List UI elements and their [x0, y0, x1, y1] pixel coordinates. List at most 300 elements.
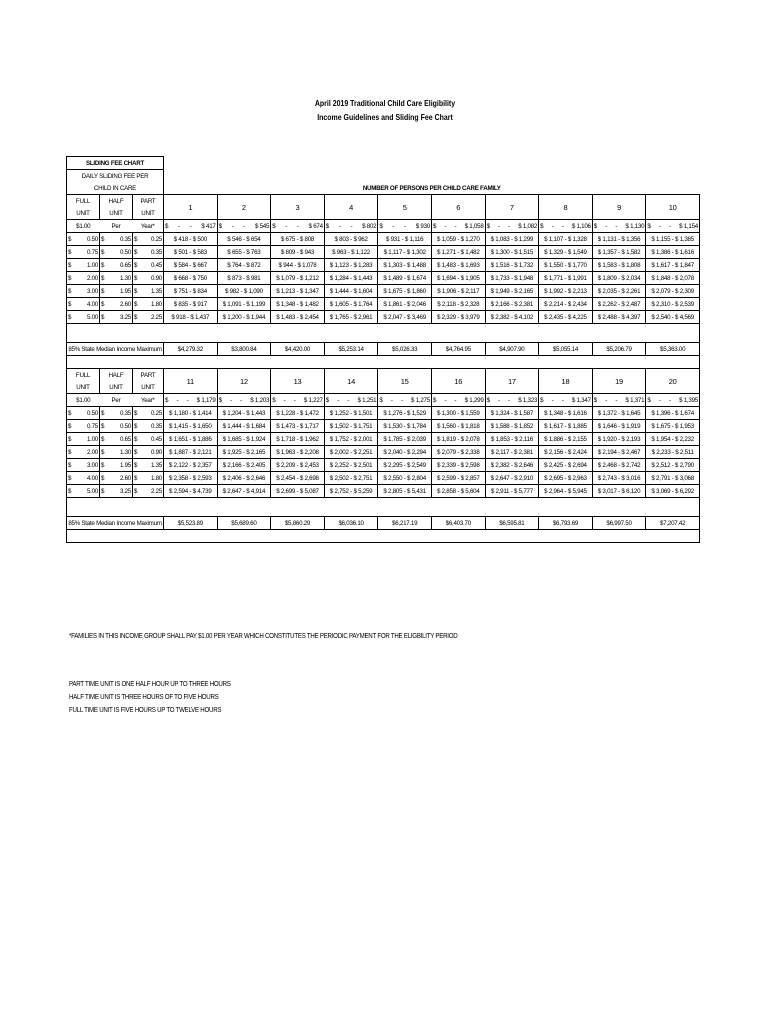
- base-range-part: $: [486, 222, 490, 230]
- income-range-cell: [324, 420, 378, 433]
- fee-range-text: $ 1,819 - $ 2,078: [436, 435, 480, 443]
- base-amount: $1.00: [67, 394, 100, 407]
- base-range-part: -: [668, 222, 671, 230]
- smi-value: $6,997.50: [592, 517, 646, 530]
- income-range-cell: [164, 459, 218, 472]
- base-range-part: $ 674: [308, 222, 323, 230]
- fee-amount: 1.95: [119, 287, 131, 295]
- definition-full-time: FULL TIME UNIT IS FIVE HOURS UP TO TWELVE HOURS: [69, 707, 222, 714]
- fee-amount: 0.25: [150, 235, 162, 243]
- dollar-sign: $: [101, 422, 105, 430]
- smi-value: $5,363.00: [646, 343, 700, 356]
- fee-amount: 1.30: [119, 448, 131, 456]
- base-range-part: $ 1,299: [464, 396, 484, 404]
- full-unit-fee: [67, 285, 100, 298]
- family-size-header: 6: [431, 195, 485, 220]
- fee-row: [67, 446, 700, 459]
- income-range-cell: [217, 298, 271, 311]
- base-range-part: -: [178, 222, 180, 230]
- smi-row: [67, 343, 700, 356]
- income-range-cell: [378, 246, 432, 259]
- income-range-cell: [164, 246, 218, 259]
- fee-range-text: $ 1,785 - $ 2,039: [383, 435, 426, 443]
- income-range-cell: [646, 272, 700, 285]
- fee-range-text: $ 1,091 - $ 1,199: [222, 300, 266, 308]
- income-range-cell: [164, 446, 218, 459]
- income-range-cell: [217, 285, 271, 298]
- base-range-part: $: [272, 222, 276, 230]
- dollar-sign: $: [134, 235, 138, 243]
- fee-row: [67, 259, 700, 272]
- base-range-part: $: [218, 396, 222, 404]
- fee-range-text: $ 982 - $ 1,090: [224, 287, 263, 295]
- base-fee-row: [67, 394, 700, 407]
- base-range-part: $ 1,203: [250, 396, 270, 404]
- base-range-cell: [539, 220, 593, 233]
- base-range-part: $ 1,347: [571, 396, 591, 404]
- fee-range-text: $ 803 - $ 962: [334, 235, 368, 243]
- dollar-sign: $: [101, 235, 105, 243]
- half-label: HALF: [100, 369, 133, 382]
- base-range-part: -: [498, 222, 500, 230]
- half-unit-fee: [100, 472, 133, 485]
- smi-value: $6,595.81: [485, 517, 539, 530]
- fee-range-text: $ 2,488 - $ 4,397: [597, 313, 641, 321]
- fee-range-text: $ 944 - $ 1,078: [278, 261, 317, 269]
- fee-range-text: $ 751 - $ 834: [173, 287, 207, 295]
- fee-amount: 0.90: [150, 274, 162, 282]
- income-range-cell: [431, 446, 485, 459]
- income-range-cell: [378, 446, 432, 459]
- fee-range-text: $ 1,887 - $ 2,121: [169, 448, 212, 456]
- fee-range-text: $ 1,502 - $ 1,751: [329, 422, 373, 430]
- fee-range-text: $ 2,295 - $ 2,549: [383, 461, 426, 469]
- fee-range-text: $ 1,718 - $ 1,962: [276, 435, 319, 443]
- fee-range-text: $ 1,444 - $ 1,684: [222, 422, 266, 430]
- fee-amount: 0.35: [119, 409, 131, 417]
- smi-label: 85% State Median Income Maximum: [67, 343, 164, 356]
- base-range-part: -: [243, 222, 246, 230]
- family-size-header: 3: [271, 195, 325, 220]
- fee-range-text: $ 1,675 - $ 1,860: [383, 287, 426, 295]
- income-range-cell: [164, 285, 218, 298]
- base-range-cell: [592, 220, 646, 233]
- income-range-cell: [646, 433, 700, 446]
- income-range-cell: [378, 311, 432, 324]
- family-size-header: 11: [164, 369, 218, 394]
- income-range-cell: [217, 233, 271, 246]
- fee-range-text: $ 584 - $ 667: [173, 261, 207, 269]
- dollar-sign: $: [68, 435, 72, 443]
- income-range-cell: [324, 311, 378, 324]
- fee-range-text: $ 2,540 - $ 4,569: [651, 313, 694, 321]
- fee-range-text: $ 1,560 - $ 1,818: [436, 422, 480, 430]
- fee-range-text: $ 1,204 - $ 1,443: [222, 409, 266, 417]
- dollar-sign: $: [101, 487, 105, 495]
- income-range-cell: [539, 259, 593, 272]
- fee-amount: 1.35: [150, 287, 162, 295]
- half-unit-fee: [100, 272, 133, 285]
- base-range-cell: [324, 220, 378, 233]
- income-range-cell: [431, 459, 485, 472]
- base-range-part: -: [615, 222, 618, 230]
- fee-range-text: $ 2,047 - $ 3,469: [383, 313, 426, 321]
- income-range-cell: [324, 233, 378, 246]
- smi-value: $4,907.90: [485, 343, 539, 356]
- dollar-sign: $: [68, 487, 72, 495]
- base-range-part: -: [189, 222, 192, 230]
- fee-range-text: $ 1,348 - $ 1,482: [276, 300, 319, 308]
- fee-range-text: $ 1,155 - $ 1,385: [651, 235, 694, 243]
- base-range-part: -: [561, 396, 564, 404]
- income-range-cell: [485, 420, 539, 433]
- fee-range-text: $ 1,303 - $ 1,488: [383, 261, 426, 269]
- part-unit-fee: [133, 446, 164, 459]
- dollar-sign: $: [134, 248, 138, 256]
- fee-range-text: $ 2,647 - $ 2,910: [490, 474, 534, 482]
- dollar-sign: $: [134, 313, 138, 321]
- half-unit-fee: [100, 233, 133, 246]
- income-range-cell: [539, 485, 593, 498]
- fee-range-text: $ 1,324 - $ 1,587: [490, 409, 534, 417]
- document-title: [69, 96, 700, 124]
- half-unit-fee: [100, 420, 133, 433]
- fee-range-text: $ 873 - $ 981: [227, 274, 261, 282]
- half-unit-fee: [100, 311, 133, 324]
- unit-header-row: [67, 369, 700, 382]
- base-range-cell: [431, 220, 485, 233]
- fee-range-text: $ 2,743 - $ 3,016: [597, 474, 641, 482]
- dollar-sign: $: [68, 313, 72, 321]
- family-size-header: 12: [217, 369, 271, 394]
- income-range-cell: [592, 420, 646, 433]
- base-range-part: -: [293, 396, 296, 404]
- full-unit-fee: [67, 472, 100, 485]
- base-range-part: $: [540, 222, 544, 230]
- dollar-sign: $: [134, 474, 138, 482]
- fee-range-text: $ 2,358 - $ 2,593: [169, 474, 212, 482]
- income-range-cell: [485, 485, 539, 498]
- part-label: PART: [133, 195, 164, 208]
- fee-range-text: $ 1,228 - $ 1,472: [276, 409, 319, 417]
- part-unit-fee: [133, 485, 164, 498]
- income-range-cell: [485, 285, 539, 298]
- fee-amount: 0.65: [119, 261, 131, 269]
- fee-amount: 0.65: [119, 435, 131, 443]
- fee-range-text: $ 2,122 - $ 2,357: [169, 461, 212, 469]
- income-range-cell: [646, 485, 700, 498]
- base-range-part: -: [508, 222, 510, 230]
- full-unit-label: UNIT: [67, 207, 100, 220]
- fee-range-text: $ 2,002 - $ 2,251: [329, 448, 373, 456]
- fee-range-text: $ 1,271 - $ 1,482: [436, 248, 480, 256]
- fee-amount: 0.35: [119, 235, 131, 243]
- dollar-sign: $: [134, 274, 138, 282]
- base-range-part: $ 1,395: [679, 396, 698, 404]
- fee-range-text: $ 2,117 - $ 2,381: [490, 448, 533, 456]
- income-range-cell: [164, 420, 218, 433]
- base-range-part: -: [605, 222, 608, 230]
- income-range-cell: [324, 259, 378, 272]
- base-range-part: $ 1,227: [303, 396, 323, 404]
- base-range-cell: [164, 394, 218, 407]
- family-size-header: 2: [217, 195, 271, 220]
- income-range-cell: [217, 259, 271, 272]
- fee-range-text: $ 1,213 - $ 1,347: [276, 287, 319, 295]
- fee-row: [67, 233, 700, 246]
- income-range-cell: [271, 420, 325, 433]
- fee-range-text: $ 1,752 - $ 2,001: [329, 435, 373, 443]
- fee-row: [67, 485, 700, 498]
- fee-range-text: $ 1,617 - $ 1,847: [651, 261, 694, 269]
- fee-range-text: $ 2,118 - $ 2,328: [437, 300, 480, 308]
- income-range-cell: [431, 311, 485, 324]
- base-range-part: -: [285, 222, 288, 230]
- income-range-cell: [539, 285, 593, 298]
- spacer: [67, 530, 700, 543]
- fee-amount: 0.50: [86, 409, 98, 417]
- base-range-part: -: [561, 222, 564, 230]
- dollar-sign: $: [68, 300, 72, 308]
- smi-value: $5,206.79: [592, 343, 646, 356]
- base-range-part: -: [350, 222, 353, 230]
- income-range-cell: [271, 459, 325, 472]
- family-size-header: 19: [592, 369, 646, 394]
- base-amount: $1.00: [67, 220, 100, 233]
- half-unit-fee: [100, 459, 133, 472]
- income-range-cell: [217, 433, 271, 446]
- base-range-part: $: [379, 396, 383, 404]
- smi-value: $7,207.42: [646, 517, 700, 530]
- fee-range-text: $ 1,954 - $ 2,232: [651, 435, 694, 443]
- income-range-cell: [164, 485, 218, 498]
- base-range-part: $ 930: [415, 222, 430, 230]
- income-range-cell: [378, 233, 432, 246]
- fee-range-text: $ 1,992 - $ 2,213: [544, 287, 587, 295]
- base-range-cell: [646, 394, 700, 407]
- base-range-part: $ 1,082: [518, 222, 538, 230]
- smi-value: $6,036.10: [324, 517, 378, 530]
- income-range-cell: [217, 485, 271, 498]
- fee-range-text: $ 1,300 - $ 1,559: [436, 409, 480, 417]
- fee-range-text: $ 1,300 - $ 1,515: [490, 248, 534, 256]
- base-range-part: -: [283, 396, 286, 404]
- smi-value: $4,279.32: [164, 343, 218, 356]
- fee-range-text: $ 809 - $ 943: [280, 248, 315, 256]
- fee-range-text: $ 2,858 - $ 5,604: [436, 487, 480, 495]
- income-range-cell: [431, 407, 485, 420]
- income-range-cell: [164, 407, 218, 420]
- fee-range-text: $ 2,262 - $ 2,487: [597, 300, 641, 308]
- full-unit-fee: [67, 259, 100, 272]
- fee-range-text: $ 1,588 - $ 1,852: [490, 422, 534, 430]
- income-range-cell: [378, 433, 432, 446]
- half-unit-fee: [100, 446, 133, 459]
- dollar-sign: $: [101, 248, 105, 256]
- fee-range-text: $ 1,675 - $ 1,953: [651, 422, 694, 430]
- income-range-cell: [271, 433, 325, 446]
- smi-value: $6,217.19: [378, 517, 432, 530]
- base-range-part: -: [658, 396, 661, 404]
- base-range-part: $: [325, 222, 329, 230]
- fee-range-text: $ 963 - $ 1,122: [332, 248, 371, 256]
- half-unit-label: UNIT: [100, 381, 133, 394]
- family-size-header: 14: [324, 369, 378, 394]
- spacer-row: [67, 324, 700, 343]
- income-range-cell: [271, 272, 325, 285]
- base-range-part: -: [658, 222, 661, 230]
- base-range-cell: [271, 394, 325, 407]
- income-range-cell: [431, 420, 485, 433]
- dollar-sign: $: [68, 422, 72, 430]
- dollar-sign: $: [68, 461, 72, 469]
- definition-part-time: PART TIME UNIT IS ONE HALF HOUR UP TO THREE HOURS: [69, 681, 231, 688]
- base-range-part: $ 1,058: [464, 222, 484, 230]
- smi-value: $6,403.70: [431, 517, 485, 530]
- fee-amount: 0.75: [86, 248, 98, 256]
- base-range-cell: [646, 220, 700, 233]
- base-range-part: -: [337, 396, 340, 404]
- dollar-sign: $: [134, 287, 138, 295]
- fee-range-text: $ 2,339 - $ 2,598: [436, 461, 480, 469]
- base-range-part: $ 1,179: [196, 396, 216, 404]
- fee-range-text: $ 1,848 - $ 2,078: [651, 274, 694, 282]
- fee-amount: 0.90: [150, 448, 162, 456]
- fee-range-text: $ 1,107 - $ 1,328: [544, 235, 587, 243]
- income-range-cell: [324, 272, 378, 285]
- fee-range-text: $ 668 - $ 750: [173, 274, 207, 282]
- dollar-sign: $: [134, 422, 138, 430]
- smi-value: $5,026.33: [378, 343, 432, 356]
- income-range-cell: [431, 285, 485, 298]
- fee-row: [67, 420, 700, 433]
- base-year: Year*: [133, 220, 164, 233]
- fee-range-text: $ 2,214 - $ 2,434: [544, 300, 587, 308]
- dollar-sign: $: [68, 235, 72, 243]
- dollar-sign: $: [101, 474, 105, 482]
- income-range-cell: [217, 272, 271, 285]
- income-range-cell: [378, 485, 432, 498]
- part-unit-label: UNIT: [133, 207, 164, 220]
- income-range-cell: [324, 485, 378, 498]
- half-unit-fee: [100, 259, 133, 272]
- part-unit-fee: [133, 298, 164, 311]
- fee-range-text: $ 1,348 - $ 1,616: [544, 409, 587, 417]
- fee-range-text: $ 1,284 - $ 1,443: [329, 274, 373, 282]
- income-range-cell: [539, 420, 593, 433]
- fee-range-text: $ 1,329 - $ 1,549: [544, 248, 587, 256]
- fee-range-text: $ 1,123 - $ 1,283: [329, 261, 373, 269]
- income-range-cell: [164, 259, 218, 272]
- fee-range-text: $ 1,200 - $ 1,944: [222, 313, 266, 321]
- income-range-cell: [646, 233, 700, 246]
- income-range-cell: [378, 298, 432, 311]
- base-range-part: $ 1,130: [625, 222, 645, 230]
- child-in-care-label: CHILD IN CARE: [67, 182, 164, 195]
- fee-range-text: $ 1,396 - $ 1,674: [651, 409, 694, 417]
- income-range-cell: [164, 472, 218, 485]
- spacer: [67, 324, 700, 343]
- income-range-cell: [485, 407, 539, 420]
- fee-range-text: $ 1,483 - $ 2,454: [276, 313, 319, 321]
- dollar-sign: $: [134, 448, 138, 456]
- family-size-header: 15: [378, 369, 432, 394]
- dollar-sign: $: [68, 261, 72, 269]
- fee-amount: 0.45: [150, 261, 162, 269]
- income-range-cell: [485, 233, 539, 246]
- full-unit-fee: [67, 272, 100, 285]
- income-range-cell: [592, 298, 646, 311]
- dollar-sign: $: [101, 409, 105, 417]
- income-range-cell: [378, 259, 432, 272]
- base-range-part: -: [390, 396, 393, 404]
- income-range-cell: [324, 446, 378, 459]
- fee-range-text: $ 2,329 - $ 3,979: [436, 313, 480, 321]
- fee-range-text: $ 1,516 - $ 1,732: [490, 261, 534, 269]
- dollar-sign: $: [134, 409, 138, 417]
- fee-range-text: $ 1,733 - $ 1,948: [490, 274, 534, 282]
- income-range-cell: [217, 311, 271, 324]
- income-range-cell: [217, 407, 271, 420]
- fee-amount: 2.25: [150, 487, 162, 495]
- footnote: *FAMILIES IN THIS INCOME GROUP SHALL PAY $1.00 PER YEAR WHICH CONSTITUTES THE PERIODIC PAYMENT FOR THE ELIGBILITY PERIOD: [69, 633, 458, 640]
- base-range-part: -: [230, 396, 232, 404]
- income-range-cell: [431, 433, 485, 446]
- family-size-header: 1: [164, 195, 218, 220]
- income-range-cell: [592, 259, 646, 272]
- income-range-cell: [646, 311, 700, 324]
- base-range-part: -: [444, 222, 447, 230]
- fee-range-text: $ 2,194 - $ 2,467: [597, 448, 641, 456]
- income-range-cell: [164, 233, 218, 246]
- fee-amount: 0.50: [86, 235, 98, 243]
- smi-value: $5,523.89: [164, 517, 218, 530]
- base-range-part: $: [540, 396, 544, 404]
- fee-amount: 5.00: [86, 313, 98, 321]
- base-range-part: $: [486, 396, 490, 404]
- fee-range-text: $ 2,209 - $ 2,453: [276, 461, 319, 469]
- income-range-cell: [217, 459, 271, 472]
- income-range-cell: [592, 233, 646, 246]
- dollar-sign: $: [68, 287, 72, 295]
- fee-range-text: $ 2,752 - $ 5,259: [329, 487, 373, 495]
- base-range-part: -: [404, 222, 406, 230]
- fee-range-text: $ 1,117 - $ 1,302: [383, 248, 426, 256]
- fee-range-text: $ 2,512 - $ 2,790: [651, 461, 694, 469]
- fee-range-text: $ 1,949 - $ 2,165: [490, 287, 534, 295]
- fee-range-text: $ 1,276 - $ 1,529: [383, 409, 426, 417]
- income-range-cell: [539, 233, 593, 246]
- fee-range-text: $ 2,594 - $ 4,739: [169, 487, 212, 495]
- family-size-header: 5: [378, 195, 432, 220]
- sliding-fee-table: [66, 156, 700, 543]
- fee-amount: 1.80: [150, 474, 162, 482]
- income-range-cell: [539, 407, 593, 420]
- income-range-cell: [646, 459, 700, 472]
- fee-range-text: $ 1,489 - $ 1,674: [383, 274, 426, 282]
- income-range-cell: [271, 246, 325, 259]
- fee-range-text: $ 1,415 - $ 1,650: [169, 422, 212, 430]
- fee-range-text: $ 2,382 - $ 2,646: [490, 461, 534, 469]
- base-range-part: -: [347, 396, 350, 404]
- base-range-part: -: [551, 396, 554, 404]
- income-range-cell: [485, 259, 539, 272]
- income-range-cell: [592, 407, 646, 420]
- income-range-cell: [271, 472, 325, 485]
- smi-row: [67, 517, 700, 530]
- half-unit-fee: [100, 433, 133, 446]
- smi-label: 85% State Median Income Maximum: [67, 517, 164, 530]
